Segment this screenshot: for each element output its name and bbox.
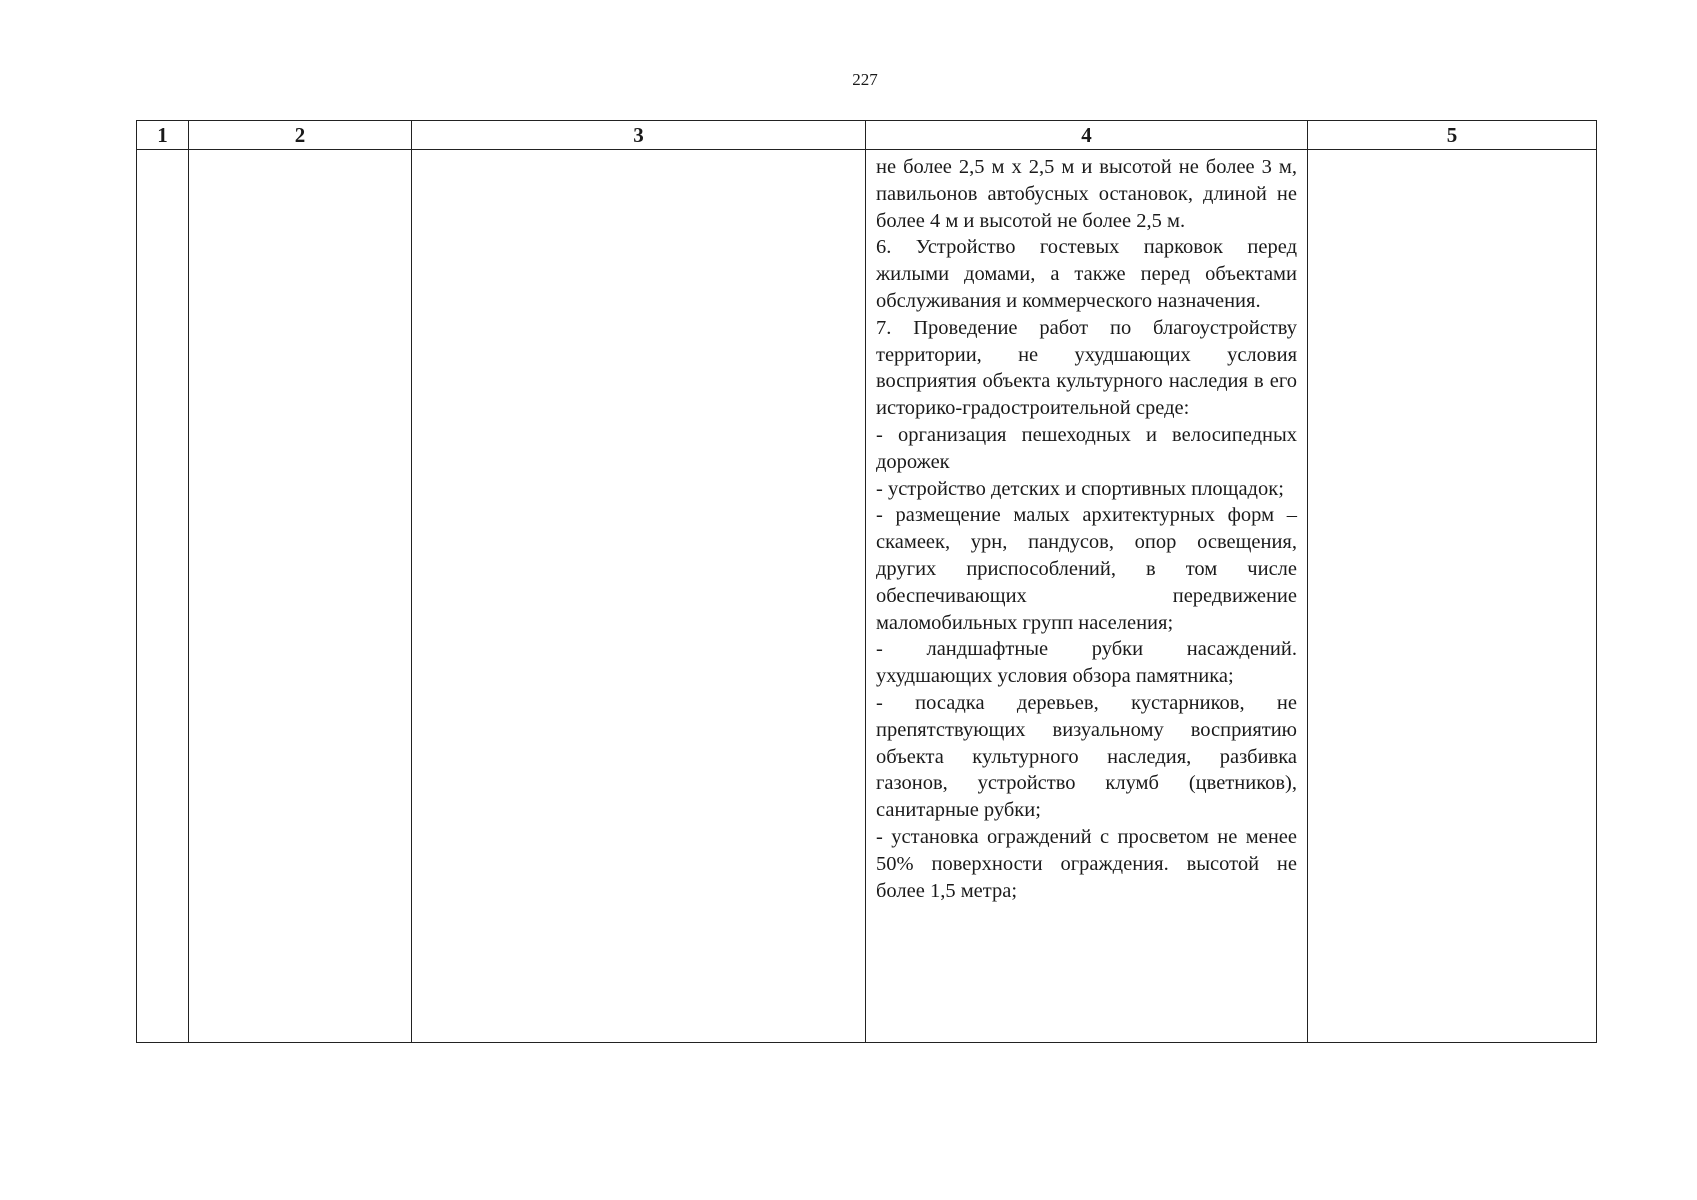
paragraph: - размещение малых архитектурных форм – скамеек, урн, пандусов, опор освещения, других приспособлений, в том числе обеспечивающих передвижение маломобильных групп населения; xyxy=(876,504,1297,634)
document-table xyxy=(136,120,1597,1043)
paragraph: - посадка деревьев, кустарников, не препятствующих визуальному восприятию объекта культурного наследия, разбивка газонов, устройство клумб (цветников), санитарные рубки; xyxy=(876,691,1297,822)
cell-col3 xyxy=(412,150,866,1043)
paragraph: - устройство детских и спортивных площадок; xyxy=(876,477,1284,500)
paragraph: не более 2,5 м х 2,5 м и высотой не более 3 м, павильонов автобусных остановок, длиной не более 4 м и высотой не более 2,5 м. xyxy=(876,156,1297,232)
cell-col5 xyxy=(1308,150,1597,1043)
column-header-5: 5 xyxy=(1308,121,1597,150)
cell-col1 xyxy=(137,150,189,1043)
column-header-2: 2 xyxy=(189,121,412,150)
column-header-3: 3 xyxy=(412,121,866,150)
column-header-1: 1 xyxy=(137,121,189,150)
cell-col4 xyxy=(866,150,1308,1043)
requirements-text xyxy=(866,150,1307,904)
table-header-row xyxy=(137,121,1597,150)
cell-col2 xyxy=(189,150,412,1043)
column-header-4: 4 xyxy=(866,121,1308,150)
paragraph: - организация пешеходных и велосипедных дорожек xyxy=(876,423,1297,473)
paragraph: 6. Устройство гостевых парковок перед жилыми домами, а также перед объектами обслуживания и коммерческого назначения. xyxy=(876,236,1297,312)
paragraph: 7. Проведение работ по благоустройству территории, не ухудшающих условия восприятия объекта культурного наследия в его историко-градостроительной среде: xyxy=(876,316,1297,420)
paragraph: - установка ограждений с просветом не менее 50% поверхности ограждения. высотой не более 1,5 метра; xyxy=(876,825,1297,902)
table-row xyxy=(137,150,1597,1043)
paragraph: - ландшафтные рубки насаждений. ухудшающих условия обзора памятника; xyxy=(876,638,1297,688)
page-number: 227 xyxy=(852,70,878,89)
